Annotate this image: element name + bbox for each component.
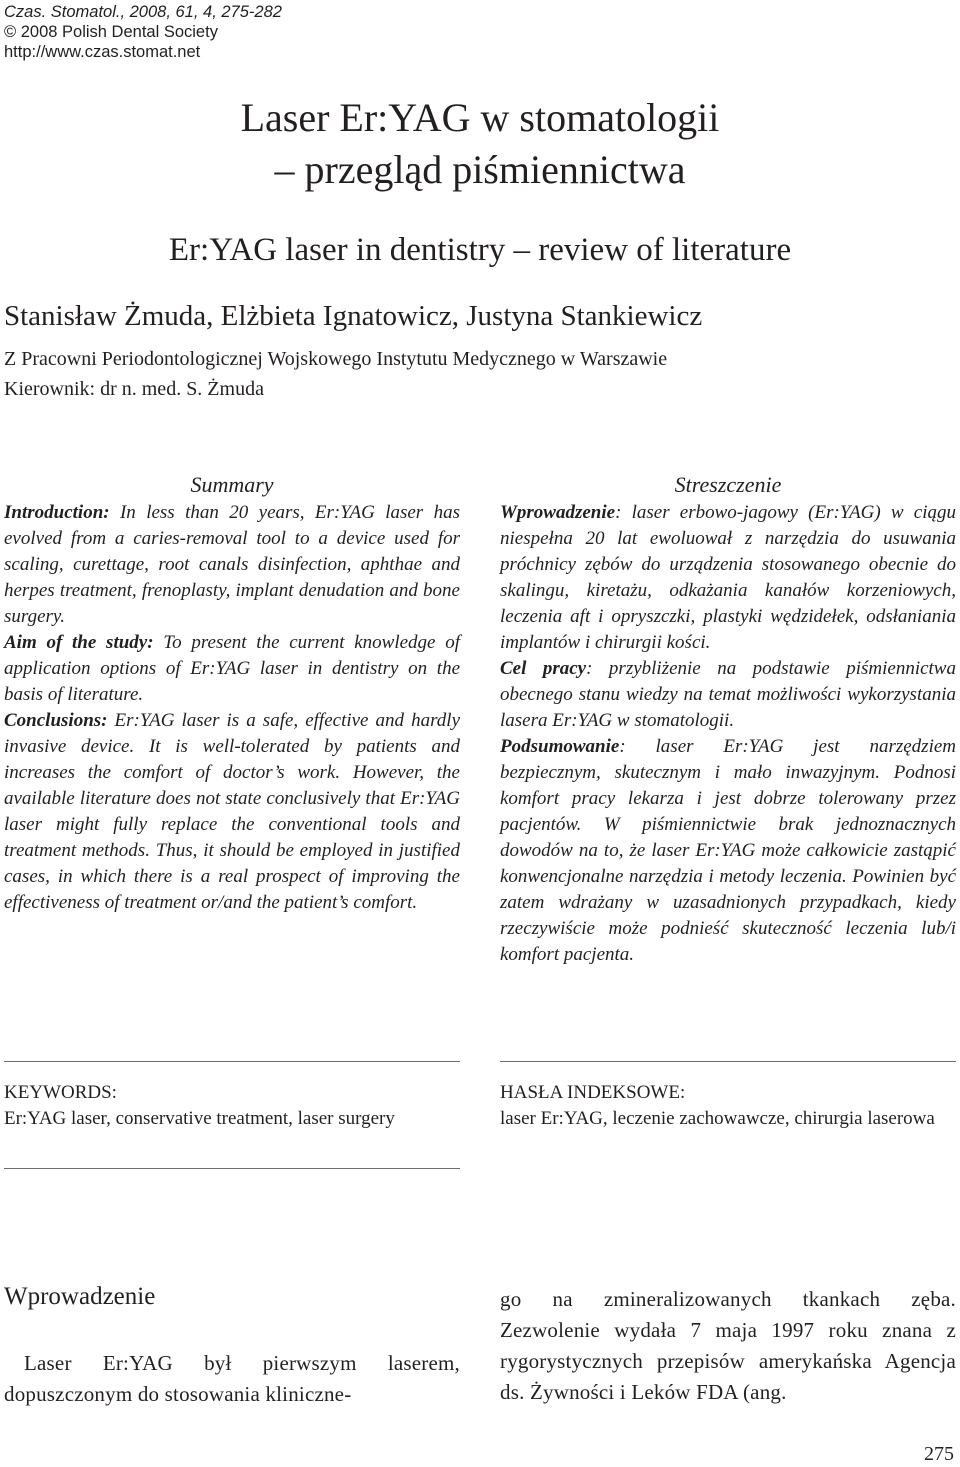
summary-aim bbox=[4, 630, 460, 708]
streszczenie-wprowadzenie bbox=[500, 500, 956, 656]
streszczenie-intro-label: Wprowadzenie bbox=[500, 502, 616, 523]
affiliation bbox=[4, 344, 667, 404]
streszczenie-abstract bbox=[500, 470, 956, 968]
summary-conclusions bbox=[4, 708, 460, 916]
streszczenie-aim-text: : przybliżenie na podstawie piśmiennictwa obecnego stanu wiedzy na temat możliwości wykorzystania lasera Er:YAG w stomatologii. bbox=[500, 658, 956, 731]
body-text-right: go na zmineralizowanych tkankach zęba. Zezwolenie wydała 7 maja 1997 roku znana z rygorystycznych przepisów amerykańska Agencja ds. Żywności i Leków FDA (ang. bbox=[500, 1287, 956, 1404]
keywords-bottom-rule bbox=[4, 1168, 460, 1169]
keywords-text: Er:YAG laser, conservative treatment, laser surgery bbox=[4, 1108, 395, 1129]
hasla-top-rule bbox=[500, 1061, 956, 1062]
title-polish-line1: Laser Er:YAG w stomatologii bbox=[240, 95, 720, 140]
authors: Stanisław Żmuda, Elżbieta Ignatowicz, Justyna Stankiewicz bbox=[4, 300, 703, 332]
streszczenie-aim-label: Cel pracy bbox=[500, 658, 587, 679]
title-polish bbox=[0, 92, 960, 196]
summary-concl-label: Conclusions: bbox=[4, 710, 108, 731]
streszczenie-heading: Streszczenie bbox=[674, 472, 782, 497]
journal-url: http://www.czas.stomat.net bbox=[4, 43, 201, 61]
body-text-left: Laser Er:YAG był pierwszym laserem, dopuszczonym do stosowania kliniczne- bbox=[4, 1351, 460, 1406]
hasla-block bbox=[500, 1080, 960, 1132]
summary-introduction bbox=[4, 500, 460, 630]
affiliation-institution: Z Pracowni Periodontologicznej Wojskowego Instytutu Medycznego w Warszawie bbox=[4, 348, 668, 370]
summary-concl-text: Er:YAG laser is a safe, effective and hardly invasive device. It is well-tolerated by patients and increases the comfort of doctor’s work. However, the available literature does not state conclusively that Er:YAG laser might fully replace the conventional tools and treatment methods. Thus, it should be employed in justified cases, in which there is a real prospect of improving the effectiveness of treatment or/and the patient’s comfort. bbox=[4, 710, 460, 913]
summary-intro-label: Introduction: bbox=[4, 502, 110, 523]
summary-aim-text: To present the current knowledge of application options of Er:YAG laser in dentistry on the basis of literature. bbox=[4, 632, 460, 705]
journal-meta bbox=[4, 2, 282, 62]
summary-heading: Summary bbox=[190, 472, 274, 497]
streszczenie-cel bbox=[500, 656, 956, 734]
title-english: Er:YAG laser in dentistry – review of literature bbox=[168, 232, 792, 268]
journal-copyright: © 2008 Polish Dental Society bbox=[4, 23, 218, 41]
keywords-label: KEYWORDS: bbox=[4, 1082, 117, 1103]
keywords-block bbox=[4, 1080, 464, 1132]
journal-citation: Czas. Stomatol., 2008, 61, 4, 275-282 bbox=[4, 3, 282, 21]
streszczenie-podsumowanie bbox=[500, 734, 956, 968]
streszczenie-concl-text: : laser Er:YAG jest narzędziem bezpiecznym, skutecznym i mało inwazyjnym. Podnosi komfort pracy lekarza i jest dobrze tolerowany przez pacjentów. W piśmiennictwie brak jednoznacznych dowodów na to, że laser Er:YAG może całkowicie zastąpić konwencjonalne narzędzia i metody leczenia. Powinien być zatem wdrażany w uzasadnionych przypadkach, kiedy rzeczywiście może podnieść skuteczność leczenia lub/i komfort pacjenta. bbox=[500, 736, 956, 965]
summary-aim-label: Aim of the study: bbox=[4, 632, 154, 653]
section-heading-wprowadzenie: Wprowadzenie bbox=[4, 1283, 156, 1310]
page-number: 275 bbox=[924, 1443, 954, 1465]
summary-abstract bbox=[4, 470, 460, 916]
affiliation-head: Kierownik: dr n. med. S. Żmuda bbox=[4, 378, 264, 400]
streszczenie-concl-label: Podsumowanie bbox=[500, 736, 620, 757]
keywords-top-rule bbox=[4, 1061, 460, 1062]
streszczenie-intro-text: : laser erbowo-jagowy (Er:YAG) w ciągu niespełna 20 lat ewoluował z narzędzia do usuwania próchnicy zębów do urządzenia stosowanego obecnie do skalingu, kiretażu, odkażania kanałów korzeniowych, leczenia aft i opryszczki, plastyki wędzidełek, odsłaniania implantów i chirurgii kości. bbox=[500, 502, 956, 653]
summary-intro-text: In less than 20 years, Er:YAG laser has evolved from a caries-removal tool to a device used for scaling, curettage, root canals disinfection, aphthae and herpes treatment, frenoplasty, implant denudation and bone surgery. bbox=[4, 502, 460, 627]
hasla-label: HASŁA INDEKSOWE: bbox=[500, 1082, 686, 1103]
hasla-text: laser Er:YAG, leczenie zachowawcze, chirurgia laserowa bbox=[500, 1108, 935, 1129]
title-polish-line2: – przegląd piśmiennictwa bbox=[274, 147, 686, 192]
